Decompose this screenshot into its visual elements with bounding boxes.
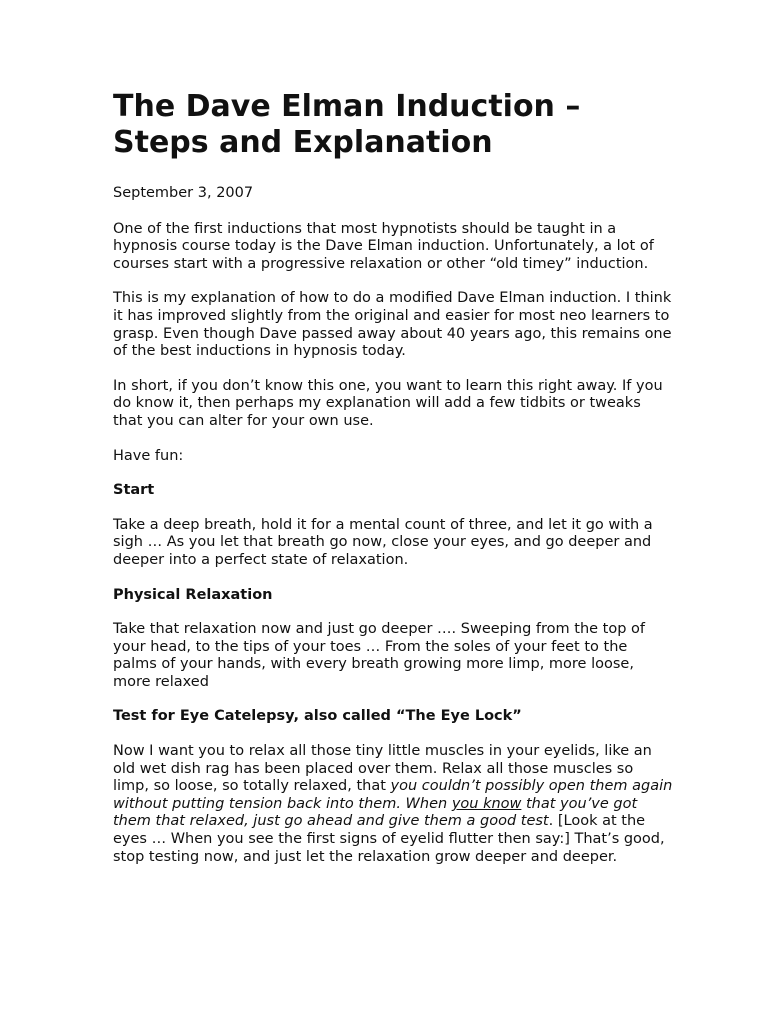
eye-lock-text-1: Now I want you to relax all those tiny little muscles in your eyelids, like an old wet dish rag has been placed over them. Relax all those muscles so limp, so loose, so totally relaxed, that — [113, 743, 652, 795]
document-page — [113, 89, 673, 883]
section-heading-eye-catalepsy: Test for Eye Catelepsy, also called “The Eye Lock” — [113, 708, 522, 725]
eye-lock-italic-2: that you’ve got them that relaxed, just go ahead and give them a good test — [113, 795, 638, 830]
document-date: September 3, 2007 — [113, 185, 254, 201]
document-title: The Dave Elman Induction – Steps and Explanation — [113, 89, 581, 160]
section-heading-start: Start — [113, 482, 155, 499]
eye-lock-text-2: . [Look at the eyes … When you see the first signs of eyelid flutter then say:] That’s good, stop testing now, and just let the relaxation grow deeper and deeper. — [113, 813, 665, 865]
section-body-eye-catalepsy — [113, 743, 673, 866]
section-body-start: Take a deep breath, hold it for a mental count of three, and let it go with a sigh … As you let that breath go now, close your eyes, and go deeper and deeper into a perfect state of relaxation. — [113, 516, 653, 568]
eye-lock-italic-1: you couldn’t possibly open them again without putting tension back into them. When — [113, 778, 673, 812]
intro-paragraph-3: In short, if you don’t know this one, you want to learn this right away. If you do know it, then perhaps my explanation will add a few tidbits or tweaks that you can alter for your own use. — [113, 377, 663, 429]
intro-paragraph-1: One of the first inductions that most hypnotists should be taught in a hypnosis course today is the Dave Elman induction. Unfortunately, a lot of courses start with a progressive relaxation or other “old timey” induction. — [113, 220, 654, 272]
section-heading-physical-relaxation: Physical Relaxation — [113, 586, 273, 603]
intro-paragraph-2: This is my explanation of how to do a modified Dave Elman induction. I think it has improved slightly from the original and easier for most neo learners to grasp. Even though Dave passed away about 40 years ago, this remains one of the best inductions in hypnosis today. — [113, 290, 672, 360]
section-body-physical-relaxation: Take that relaxation now and just go deeper …. Sweeping from the top of your head, to the tips of your toes … From the soles of your feet to the palms of your hands, with every breath growing more limp, more loose, more relaxed — [113, 621, 646, 690]
intro-paragraph-4: Have fun: — [113, 447, 184, 464]
eye-lock-italic-underline: you know — [451, 795, 522, 812]
